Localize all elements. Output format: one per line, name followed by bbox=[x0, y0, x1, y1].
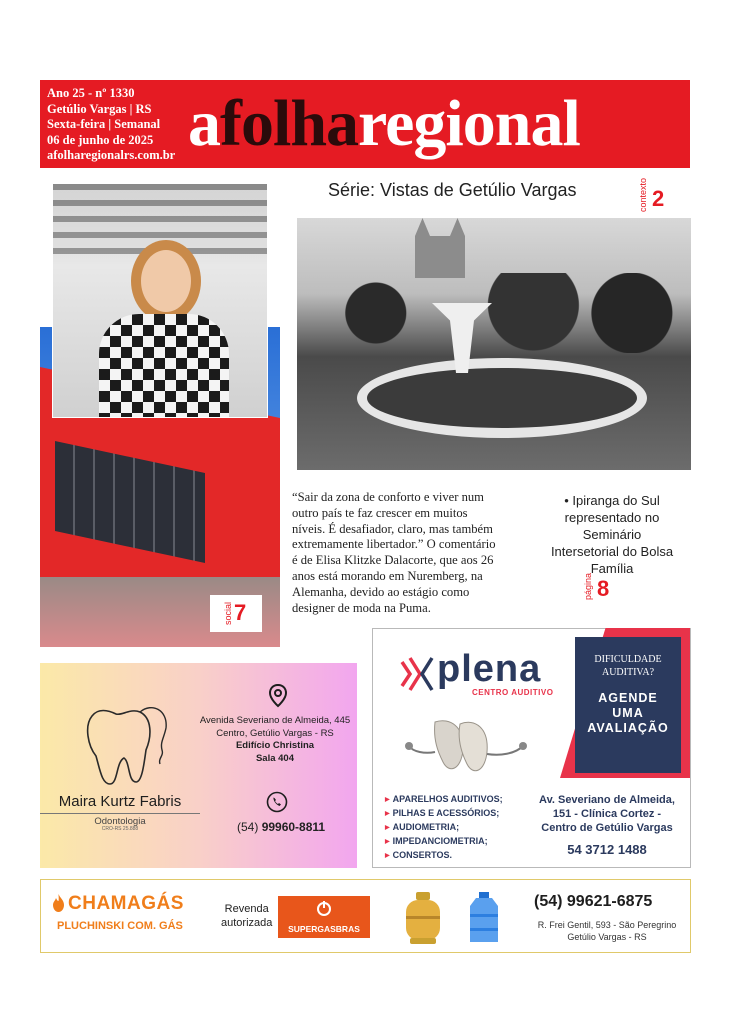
fountain-pool bbox=[357, 358, 647, 438]
plena-schedule-cta bbox=[575, 691, 681, 736]
ceiling-lights bbox=[53, 184, 267, 254]
portrait-photo[interactable] bbox=[52, 183, 268, 418]
flame-icon bbox=[51, 893, 66, 913]
plena-service-item: ▶ IMPEDANCIOMETRIA; bbox=[385, 835, 503, 849]
newspaper-logo bbox=[188, 84, 580, 164]
plena-service-item: ▶ PILHAS E ACESSÓRIOS; bbox=[385, 807, 503, 821]
feature-quote: “Sair da zona de conforto e viver num outro país te faz crescer em muitos níveis. É desafiador, claro, mas também extremamente libertador.” O comentário é de Elisa Klitzke Dalacorte, que aos 26 anos está morando em Nuremberg, na Alemanha, devido ao estágio como designer de moda na Puma. bbox=[292, 490, 496, 615]
gas-phone[interactable]: (54) 99621-6875 bbox=[534, 893, 653, 910]
dental-building: Edifício Christina bbox=[235, 740, 315, 751]
pagina-page-number[interactable]: 8 bbox=[597, 576, 610, 601]
dental-phone-number: 99960-8811 bbox=[261, 820, 326, 834]
gas-resale-line2: autorizada bbox=[221, 917, 273, 929]
portrait-head bbox=[141, 250, 191, 312]
gas-company-name: CHAMAGÁS bbox=[68, 893, 184, 914]
social-page-number: 7 bbox=[234, 600, 247, 625]
dentist-name: Maira Kurtz Fabris bbox=[58, 793, 182, 810]
supergasbras-text: SUPERGASBRAS bbox=[288, 924, 360, 934]
plena-address-line3: Centro de Getúlio Vargas bbox=[541, 822, 673, 834]
gas-company-legal: PLUCHINSKI COM. GÁS bbox=[57, 920, 183, 932]
logo-part-folha: folha bbox=[220, 87, 359, 160]
plena-service-item: ▶ APARELHOS AUDITIVOS; bbox=[385, 793, 503, 807]
ipiranga-headline[interactable]: • Ipiranga do Sul representado no Seminário Intersetorial do Bolsa Família bbox=[550, 493, 674, 576]
plena-cta-box[interactable] bbox=[575, 637, 681, 773]
plena-cta-line1: AGENDE bbox=[598, 691, 658, 705]
logo-part-a: a bbox=[188, 87, 220, 160]
dental-address bbox=[195, 715, 355, 765]
plena-waves-icon bbox=[396, 654, 438, 694]
dental-phone-ddd: (54) bbox=[237, 820, 259, 834]
location-pin-icon bbox=[268, 684, 288, 708]
dental-specialty: Odontologia bbox=[40, 813, 200, 827]
masthead-info bbox=[47, 86, 175, 164]
dental-cro: CRO-RS 25.888 bbox=[101, 826, 139, 832]
gas-resale-label bbox=[221, 902, 272, 930]
phone-icon bbox=[266, 791, 288, 813]
dental-phone[interactable] bbox=[237, 820, 325, 834]
logo-part-regional: regional bbox=[358, 87, 580, 160]
plena-address-line2: 151 - Clínica Cortez - bbox=[552, 808, 662, 820]
tooth-profile-icon bbox=[82, 698, 172, 790]
dental-address-line2: Centro, Getúlio Vargas - RS bbox=[216, 727, 334, 739]
plena-subtitle: CENTRO AUDITIVO bbox=[472, 688, 554, 697]
contexto-page-number[interactable]: 2 bbox=[652, 186, 665, 211]
plena-logo: plena bbox=[437, 648, 542, 690]
plena-service-item: ▶ CONSERTOS. bbox=[385, 849, 503, 863]
plena-question bbox=[575, 653, 681, 679]
plena-service-item: ▶ AUDIOMETRIA; bbox=[385, 821, 503, 835]
hearing-aid-icon bbox=[405, 712, 535, 777]
plena-services bbox=[385, 793, 503, 863]
plena-address bbox=[523, 793, 691, 835]
park-trees bbox=[297, 273, 691, 353]
gas-address-line2: Getúlio Vargas - RS bbox=[567, 932, 647, 942]
supergasbras-logo bbox=[278, 896, 370, 938]
series-title: Série: Vistas de Getúlio Vargas bbox=[328, 180, 577, 200]
pagina-tag: página bbox=[583, 572, 593, 600]
gas-resale-line1: Revenda bbox=[224, 903, 269, 915]
dental-room: Sala 404 bbox=[255, 752, 295, 764]
church-towers bbox=[415, 218, 465, 278]
plena-phone[interactable]: 54 3712 1488 bbox=[567, 842, 647, 857]
social-tag: social bbox=[223, 601, 233, 625]
social-page-box[interactable] bbox=[210, 595, 262, 632]
power-flame-icon bbox=[316, 900, 332, 916]
water-jug-icon bbox=[466, 890, 502, 946]
gas-address bbox=[528, 919, 686, 943]
plena-cta-line2: UMA bbox=[612, 706, 644, 720]
date-line: 06 de junho de 2025 bbox=[47, 132, 154, 147]
contexto-tag: contexto bbox=[638, 177, 648, 212]
website-link[interactable]: afolharegionalrs.com.br bbox=[47, 148, 176, 162]
plena-address-line1: Av. Severiano de Almeida, bbox=[539, 794, 675, 806]
portrait-sweater bbox=[99, 314, 229, 418]
gas-address-line1: R. Frei Gentil, 593 - São Peregrino bbox=[537, 920, 677, 930]
plena-question-line1: DIFICULDADE bbox=[594, 654, 662, 665]
masthead bbox=[40, 80, 690, 168]
dental-address-line1: Avenida Severiano de Almeida, 445 bbox=[199, 715, 351, 726]
fountain-photo[interactable] bbox=[297, 218, 691, 470]
plena-cta-line3: AVALIAÇÃO bbox=[587, 721, 669, 735]
frequency-line: Sexta-feira | Semanal bbox=[47, 117, 161, 131]
gas-cylinder-icon bbox=[402, 890, 444, 946]
city-line: Getúlio Vargas | RS bbox=[47, 101, 152, 116]
edition-line: Ano 25 - nº 1330 bbox=[47, 86, 135, 100]
plena-question-line2: AUDITIVA? bbox=[601, 667, 655, 678]
